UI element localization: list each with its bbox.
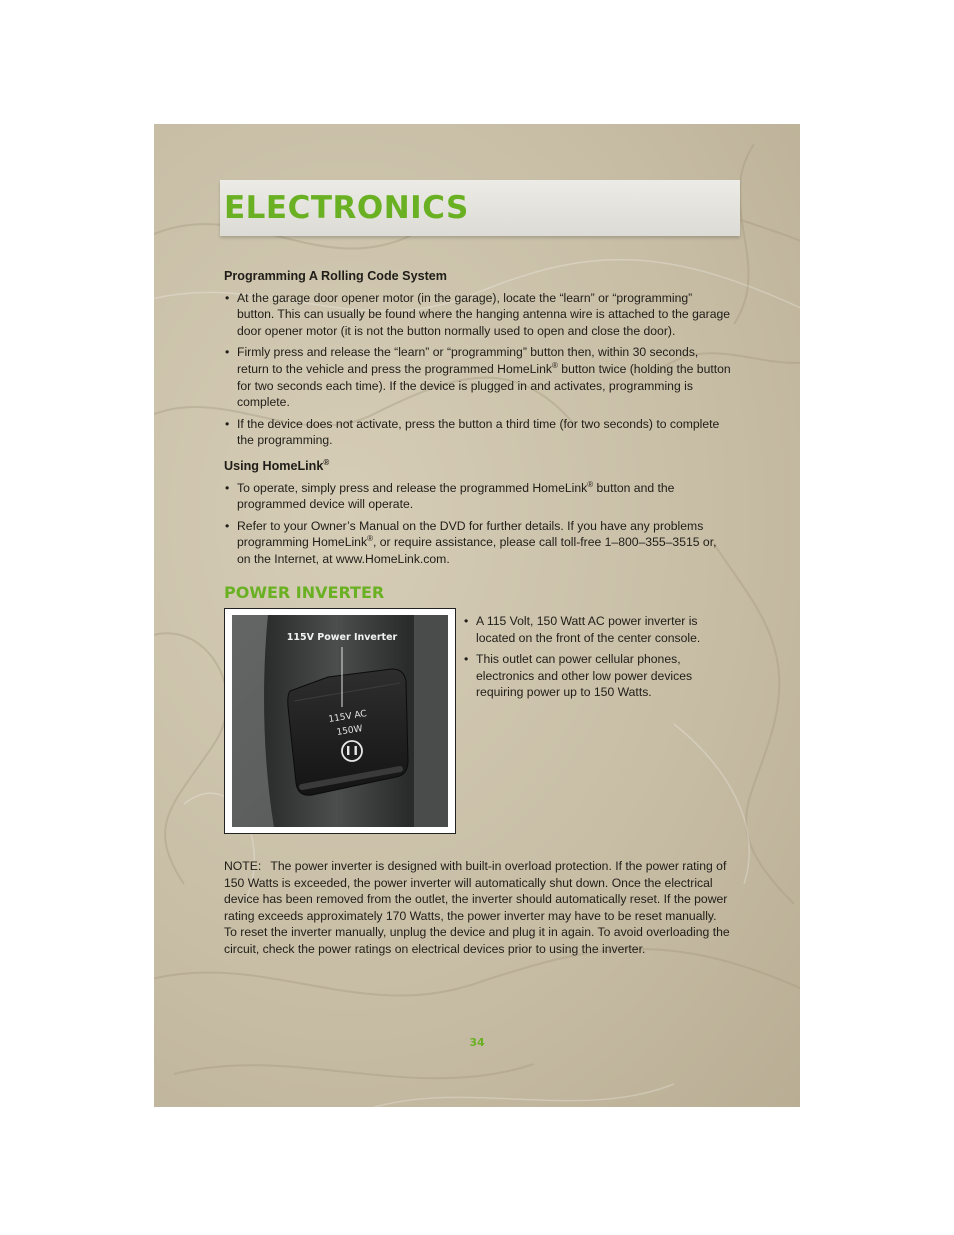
rolling-code-heading: Programming A Rolling Code System bbox=[224, 269, 447, 283]
power-inverter-list bbox=[463, 613, 721, 701]
list-item: • A 115 Volt, 150 Watt AC power inverter is located on the front of the center console. bbox=[463, 613, 721, 646]
note-text: The power inverter is designed with built-in overload protection. If the power rating of 150 Watts is exceeded, the power inverter will automatically shut down. Once the electrical device has been removed from the outlet, the inverter should automatically reset. If the power rating exceeds approximately 170 Watts, the power inverter may have to be reset manually. To reset the inverter manually, unplug the device and plug it in again. To avoid overloading the circuit, check the power ratings on electrical devices prior to using the inverter. bbox=[224, 859, 730, 956]
photo-label-voltage: 115V AC bbox=[327, 709, 368, 725]
homelink-list bbox=[224, 480, 732, 568]
rolling-code-section bbox=[224, 268, 732, 449]
power-inverter-photo bbox=[224, 608, 456, 834]
page-title: ELECTRONICS bbox=[224, 190, 469, 226]
photo-caption: 115V Power Inverter bbox=[286, 632, 398, 643]
page-number: 34 bbox=[469, 1036, 485, 1049]
manual-page bbox=[154, 124, 800, 1107]
homelink-heading: Using HomeLink® bbox=[224, 457, 330, 473]
rolling-code-list bbox=[224, 290, 732, 449]
title-banner bbox=[220, 180, 740, 236]
list-item: • If the device does not activate, press the button a third time (for two seconds) to complete the programming. bbox=[224, 416, 732, 449]
list-item: • This outlet can power cellular phones, electronics and other low power devices requiring power up to 150 Watts. bbox=[463, 651, 721, 701]
note-paragraph bbox=[224, 858, 732, 958]
power-inverter-illustration bbox=[232, 615, 448, 827]
homelink-section bbox=[224, 458, 732, 568]
photo-label-wattage: 150W bbox=[336, 724, 364, 739]
list-item: • Refer to your Owner’s Manual on the DVD for further details. If you have any problems programming HomeLink®, or require assistance, please call toll-free 1–800–355–3515 or, on the Internet, at www.HomeLink.com. bbox=[224, 518, 732, 568]
note-label: NOTE: bbox=[224, 859, 262, 873]
power-inverter-title: POWER INVERTER bbox=[224, 583, 385, 602]
power-inverter-details bbox=[463, 608, 721, 701]
list-item: • Firmly press and release the “learn” or “programming” button then, within 30 seconds, return to the vehicle and press the programmed HomeLink® button twice (holding the button for two seconds each time). If the device is plugged in and activates, programming is complete. bbox=[224, 344, 732, 410]
list-item: • To operate, simply press and release the programmed HomeLink® button and the programmed device will operate. bbox=[224, 480, 732, 513]
list-item: • At the garage door opener motor (in the garage), locate the “learn” or “programming” button. This can usually be found where the hanging antenna wire is attached to the garage door opener motor (it is not the button normally used to open and close the door). bbox=[224, 290, 732, 340]
